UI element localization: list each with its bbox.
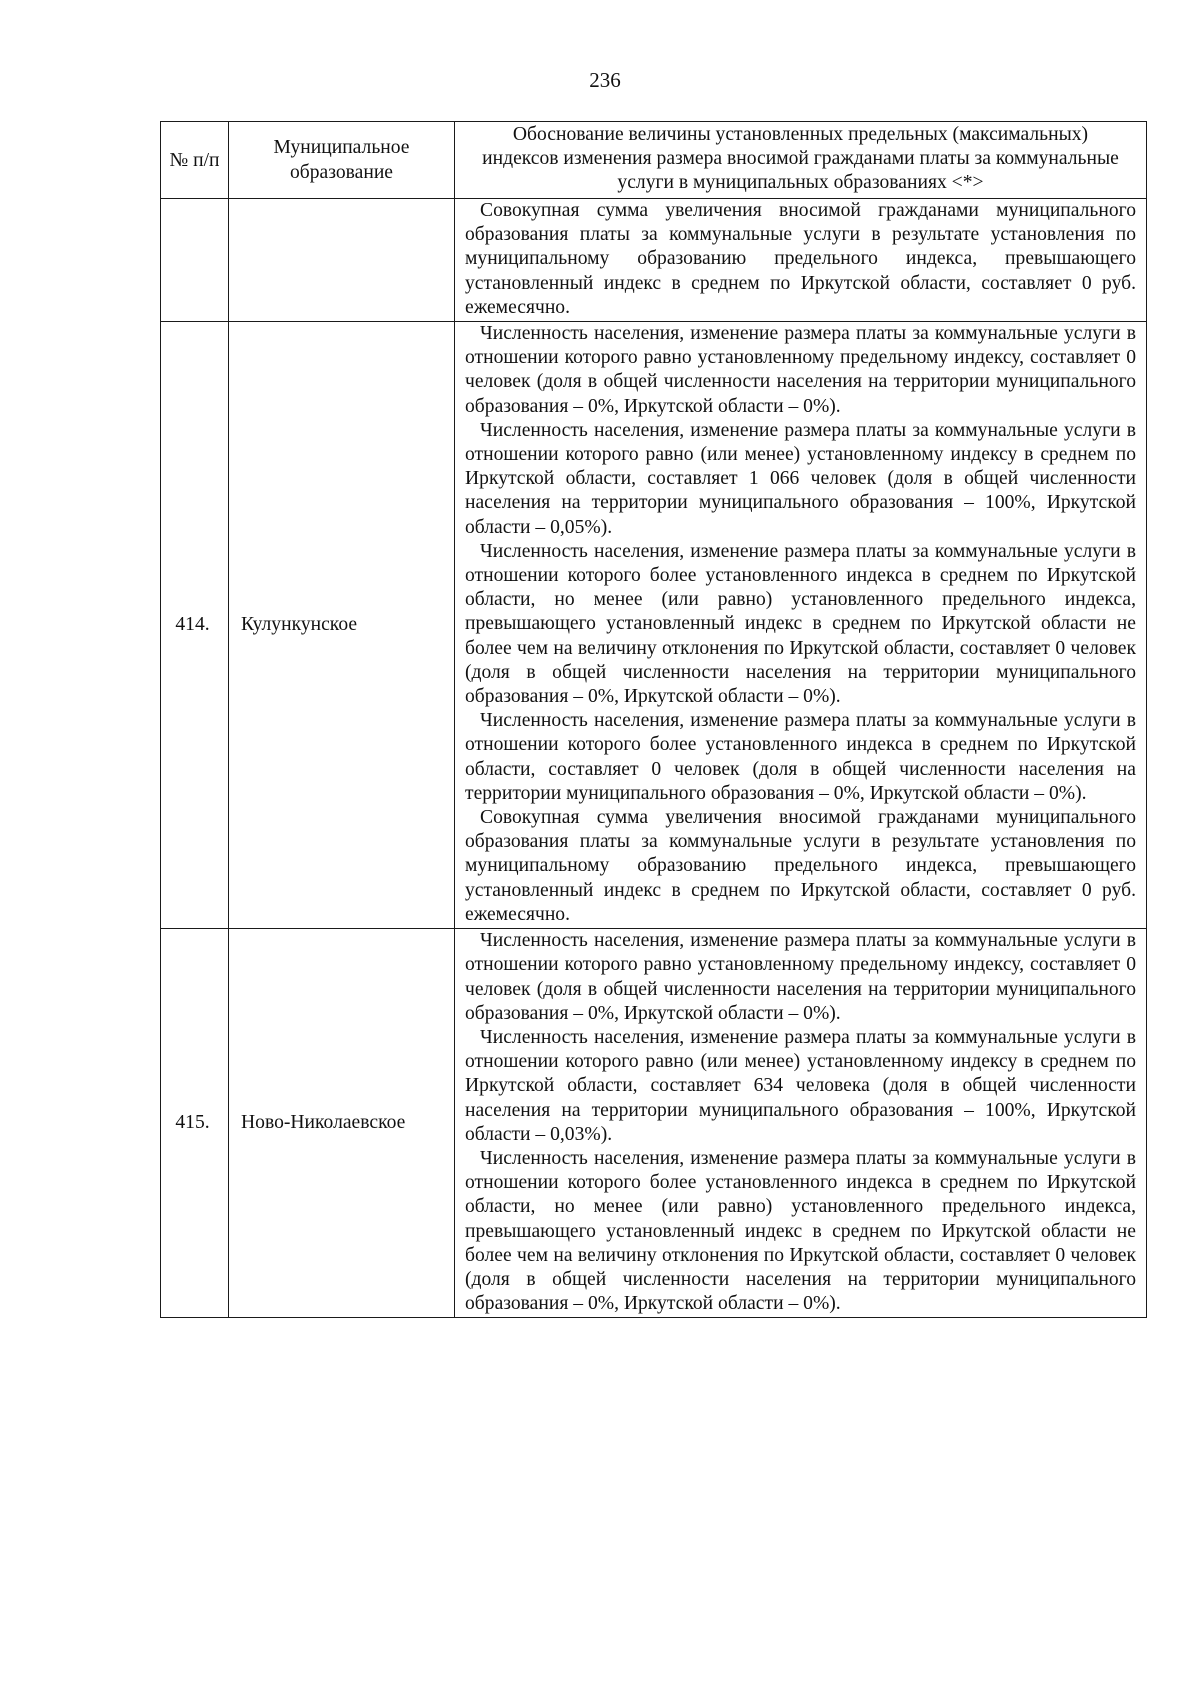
header-number: № п/п (161, 122, 229, 199)
justification-paragraph: Совокупная сумма увеличения вносимой гражданами муниципального образования платы за коммунальные услуги в результате установления по муниципальному образованию предельного индекса, превышающего установленный индекс в среднем по Иркутской области, составляет 0 руб. ежемесячно. (465, 807, 1136, 925)
justification-table (160, 121, 1147, 1318)
table-row (161, 322, 1147, 929)
header-justification: Обоснование величины установленных предельных (максимальных) индексов изменения размера вносимой гражданами платы за коммунальные услуги в муниципальных образованиях <*> (455, 122, 1147, 199)
justification-paragraph: Численность населения, изменение размера платы за коммунальные услуги в отношении которого равно установленному предельному индексу, составляет 0 человек (доля в общей численности населения на территории муниципального образования – 0%, Иркутской области – 0%). (465, 930, 1136, 1024)
row-municipality: Кулункунское (229, 322, 455, 929)
justification-paragraph: Численность населения, изменение размера платы за коммунальные услуги в отношении которого равно (или менее) установленному индексу в среднем по Иркутской области, составляет 1 066 человек (доля в общей численности населения на территории муниципального образования – 100%, Иркутской области – 0,05%). (465, 419, 1136, 538)
table-row (161, 929, 1147, 1318)
row-justification (455, 199, 1147, 322)
row-municipality: Ново-Николаевское (229, 929, 455, 1318)
justification-paragraph: Численность населения, изменение размера платы за коммунальные услуги в отношении которого более установленного индекса в среднем по Иркутской области, составляет 0 человек (доля в общей численности населения на территории муниципального образования – 0%, Иркутской области – 0%). (465, 710, 1136, 804)
header-municipality: Муниципальное образование (229, 122, 455, 199)
row-number (161, 199, 229, 322)
table-header-row (161, 122, 1147, 199)
justification-paragraph: Численность населения, изменение размера платы за коммунальные услуги в отношении которого более установленного индекса в среднем по Иркутской области, но менее (или равно) установленного предельного индекса, превышающего установленный индекс в среднем по Иркутской области не более чем на величину отклонения по Иркутской области, составляет 0 человек (доля в общей численности населения на территории муниципального образования – 0%, Иркутской области – 0%). (465, 540, 1136, 708)
justification-paragraph: Численность населения, изменение размера платы за коммунальные услуги в отношении которого равно установленному предельному индексу, составляет 0 человек (доля в общей численности населения на территории муниципального образования – 0%, Иркутской области – 0%). (465, 323, 1136, 417)
row-municipality (229, 199, 455, 322)
page-number: 236 (589, 68, 621, 92)
table-row (161, 199, 1147, 322)
row-number: 415. (161, 929, 229, 1318)
justification-paragraph: Численность населения, изменение размера платы за коммунальные услуги в отношении которого более установленного индекса в среднем по Иркутской области, но менее (или равно) установленного предельного индекса, превышающего установленный индекс в среднем по Иркутской области не более чем на величину отклонения по Иркутской области, составляет 0 человек (доля в общей численности населения на территории муниципального образования – 0%, Иркутской области – 0%). (465, 1147, 1136, 1315)
justification-paragraph: Совокупная сумма увеличения вносимой гражданами муниципального образования платы за коммунальные услуги в результате установления по муниципальному образованию предельного индекса, превышающего установленный индекс в среднем по Иркутской области, составляет 0 руб. ежемесячно. (465, 200, 1136, 318)
row-justification (455, 929, 1147, 1318)
row-justification (455, 322, 1147, 929)
justification-paragraph: Численность населения, изменение размера платы за коммунальные услуги в отношении которого равно (или менее) установленному индексу в среднем по Иркутской области, составляет 634 человека (доля в общей численности населения на территории муниципального образования – 100%, Иркутской области – 0,03%). (465, 1026, 1136, 1145)
row-number: 414. (161, 322, 229, 929)
